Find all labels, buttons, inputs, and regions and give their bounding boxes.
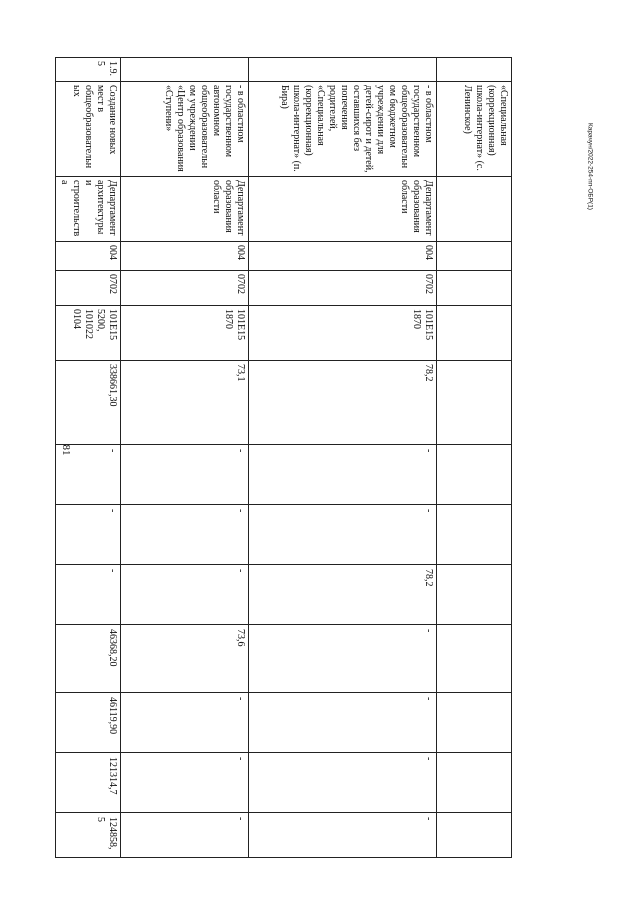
event-name: «Специальная (коррекционная) школа-интернат» (с. Ленинское): [437, 82, 512, 177]
table-row: [56, 58, 121, 858]
year-value: [437, 565, 512, 625]
year-value: [437, 445, 512, 505]
table-row: [437, 58, 512, 858]
row-number: 1.9.5: [56, 58, 121, 82]
row-number: [249, 58, 437, 82]
year-value: -: [56, 505, 121, 565]
year-value: [437, 813, 512, 858]
year-value: 46368,20: [56, 625, 121, 693]
year-value: -: [249, 813, 437, 858]
grbs-code: [437, 242, 512, 271]
section-code: [437, 271, 512, 306]
year-value: -: [121, 753, 249, 813]
section-code: 0702: [56, 271, 121, 306]
page-number: 81: [60, 444, 72, 456]
grbs-code: 004: [121, 242, 249, 271]
year-value: -: [56, 565, 121, 625]
year-value: 46119,90: [56, 693, 121, 753]
target-code: 101Е15 1870: [121, 306, 249, 361]
year-value: 121314,7: [56, 753, 121, 813]
year-value: -: [249, 505, 437, 565]
event-name: - в областном государственном общеобразовательном бюджетном учреждении для детей-сирот и детей, оставшихся без попечения родителей, «Специальная (коррекционная) школа-интернат» (п. Бира): [249, 82, 437, 177]
document-footer-code: Карачун/2022-254-пп-ОБР(1): [586, 123, 594, 210]
year-value: -: [121, 693, 249, 753]
year-value: -: [121, 445, 249, 505]
department: Департамент образования области: [249, 177, 437, 242]
year-value: -: [56, 445, 121, 505]
year-value: [437, 693, 512, 753]
year-value: -: [121, 813, 249, 858]
target-code: 101Е15 1870: [249, 306, 437, 361]
year-value: [437, 753, 512, 813]
section-code: 0702: [249, 271, 437, 306]
grbs-code: 004: [249, 242, 437, 271]
year-value: [437, 625, 512, 693]
total-value: 73,1: [121, 361, 249, 445]
department: Департамент образования области: [121, 177, 249, 242]
row-number: [437, 58, 512, 82]
department: [437, 177, 512, 242]
event-name: - в областном государственном автономном общеобразовательном учреждении «Центр образования «Ступени»: [121, 82, 249, 177]
target-code: [437, 306, 512, 361]
row-number: [121, 58, 249, 82]
year-value: -: [249, 753, 437, 813]
event-name: Создание новых мест в общеобразовательных: [56, 82, 121, 177]
year-value: -: [249, 445, 437, 505]
section-code: 0702: [121, 271, 249, 306]
total-value: 78,2: [249, 361, 437, 445]
grbs-code: 004: [56, 242, 121, 271]
year-value: -: [121, 505, 249, 565]
table-row: [121, 58, 249, 858]
year-value: 124858,5: [56, 813, 121, 858]
year-value: [437, 505, 512, 565]
year-value: -: [249, 625, 437, 693]
year-value: -: [249, 693, 437, 753]
total-value: [437, 361, 512, 445]
year-value: 73,6: [121, 625, 249, 693]
table-row: [249, 58, 437, 858]
department: Департамент архитектуры и строительства: [56, 177, 121, 242]
year-value: -: [121, 565, 249, 625]
target-code: 101Е15 5200, 101022 0104: [56, 306, 121, 361]
year-value: 78,2: [249, 565, 437, 625]
total-value: 338661,30: [56, 361, 121, 445]
budget-table: [55, 57, 512, 858]
